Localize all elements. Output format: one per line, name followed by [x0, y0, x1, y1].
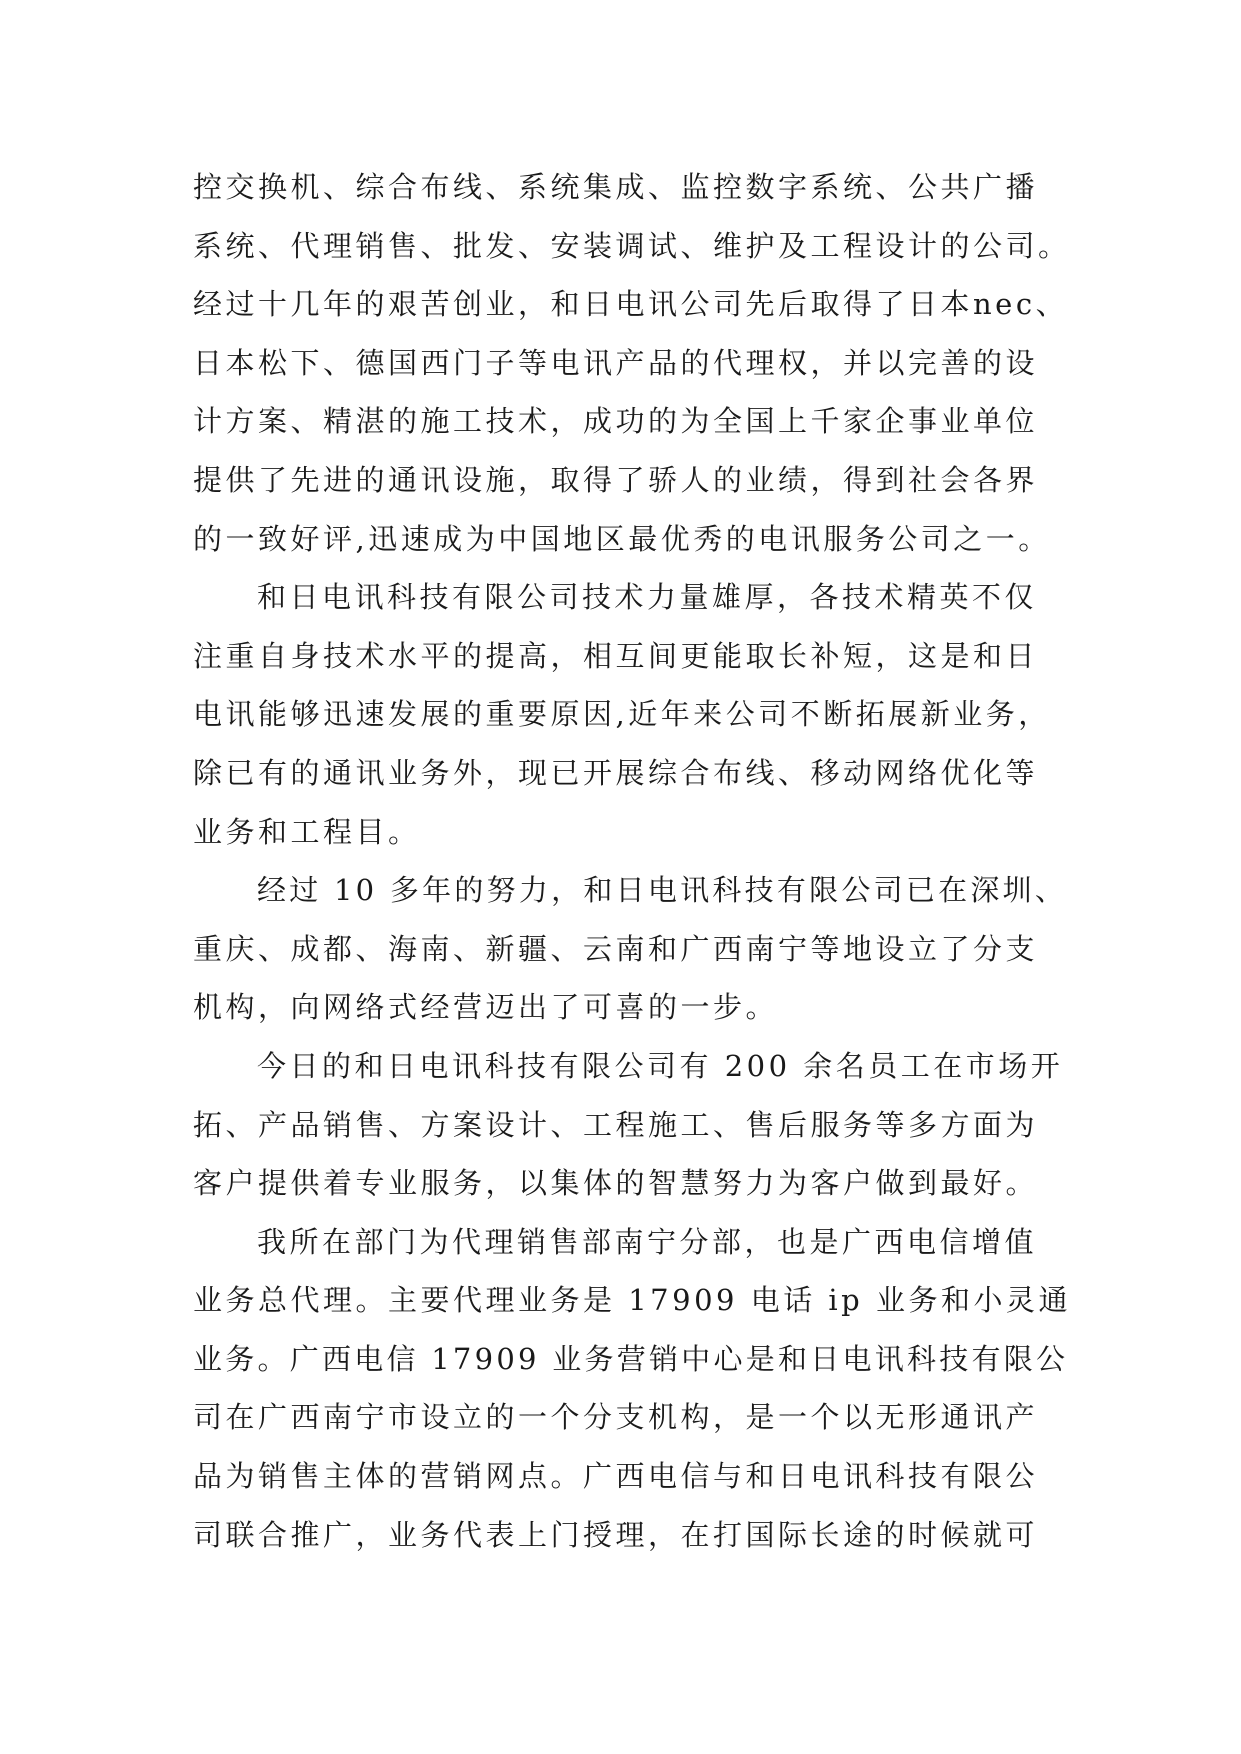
text-line: 业务和工程目。 — [193, 814, 421, 849]
text-line: 的一致好评,迅速成为中国地区最优秀的电讯服务公司之一。 — [193, 521, 1051, 556]
text-line: 司在广西南宁市设立的一个分支机构，是一个以无形通讯产 — [193, 1400, 1039, 1435]
text-line: 重庆、成都、海南、新疆、云南和广西南宁等地设立了分支 — [193, 931, 1039, 966]
text-line: 和日电讯科技有限公司技术力量雄厚，各技术精英不仅 — [257, 580, 1038, 615]
paragraph — [193, 861, 1073, 1037]
text-line: 经过十几年的艰苦创业，和日电讯公司先后取得了日本nec、 — [193, 287, 1069, 322]
text-line: 注重自身技术水平的提高，相互间更能取长补短，这是和日 — [193, 638, 1039, 673]
text-line: 司联合推广，业务代表上门授理，在打国际长途的时候就可 — [193, 1517, 1039, 1552]
text-line: 业务总代理。主要代理业务是 17909 电话 ip 业务和小灵通 — [193, 1283, 1071, 1318]
text-line: 系统、代理销售、批发、安装调试、维护及工程设计的公司。 — [193, 228, 1071, 263]
text-line: 控交换机、综合布线、系统集成、监控数字系统、公共广播 — [193, 170, 1039, 204]
text-line: 客户提供着专业服务，以集体的智慧努力为客户做到最好。 — [193, 1166, 1039, 1201]
paragraph — [193, 568, 1073, 861]
text-line: 日本松下、德国西门子等电讯产品的代理权，并以完善的设 — [193, 345, 1039, 380]
text-line: 提供了先进的通讯设施，取得了骄人的业绩，得到社会各界 — [193, 462, 1039, 497]
text-line: 今日的和日电讯科技有限公司有 200 余名员工在市场开 — [257, 1048, 1064, 1083]
text-line: 我所在部门为代理销售部南宁分部，也是广西电信增值 — [257, 1224, 1038, 1259]
text-line: 业务。广西电信 17909 业务营销中心是和日电讯科技有限公 — [193, 1341, 1069, 1376]
paragraph — [193, 1213, 1073, 1565]
document-body — [193, 158, 1073, 1564]
text-line: 拓、产品销售、方案设计、工程施工、售后服务等多方面为 — [193, 1107, 1039, 1142]
text-line: 除已有的通讯业务外，现已开展综合布线、移动网络优化等 — [193, 755, 1039, 790]
text-line: 计方案、精湛的施工技术，成功的为全国上千家企事业单位 — [193, 404, 1039, 439]
paragraph — [193, 158, 1073, 568]
text-line: 机构，向网络式经营迈出了可喜的一步。 — [193, 990, 779, 1025]
text-line: 经过 10 多年的努力，和日电讯科技有限公司已在深圳、 — [257, 873, 1068, 908]
paragraph — [193, 1037, 1073, 1213]
text-line: 品为销售主体的营销网点。广西电信与和日电讯科技有限公 — [193, 1459, 1039, 1494]
text-line: 电讯能够迅速发展的重要原因,近年来公司不断拓展新业务， — [193, 697, 1051, 732]
